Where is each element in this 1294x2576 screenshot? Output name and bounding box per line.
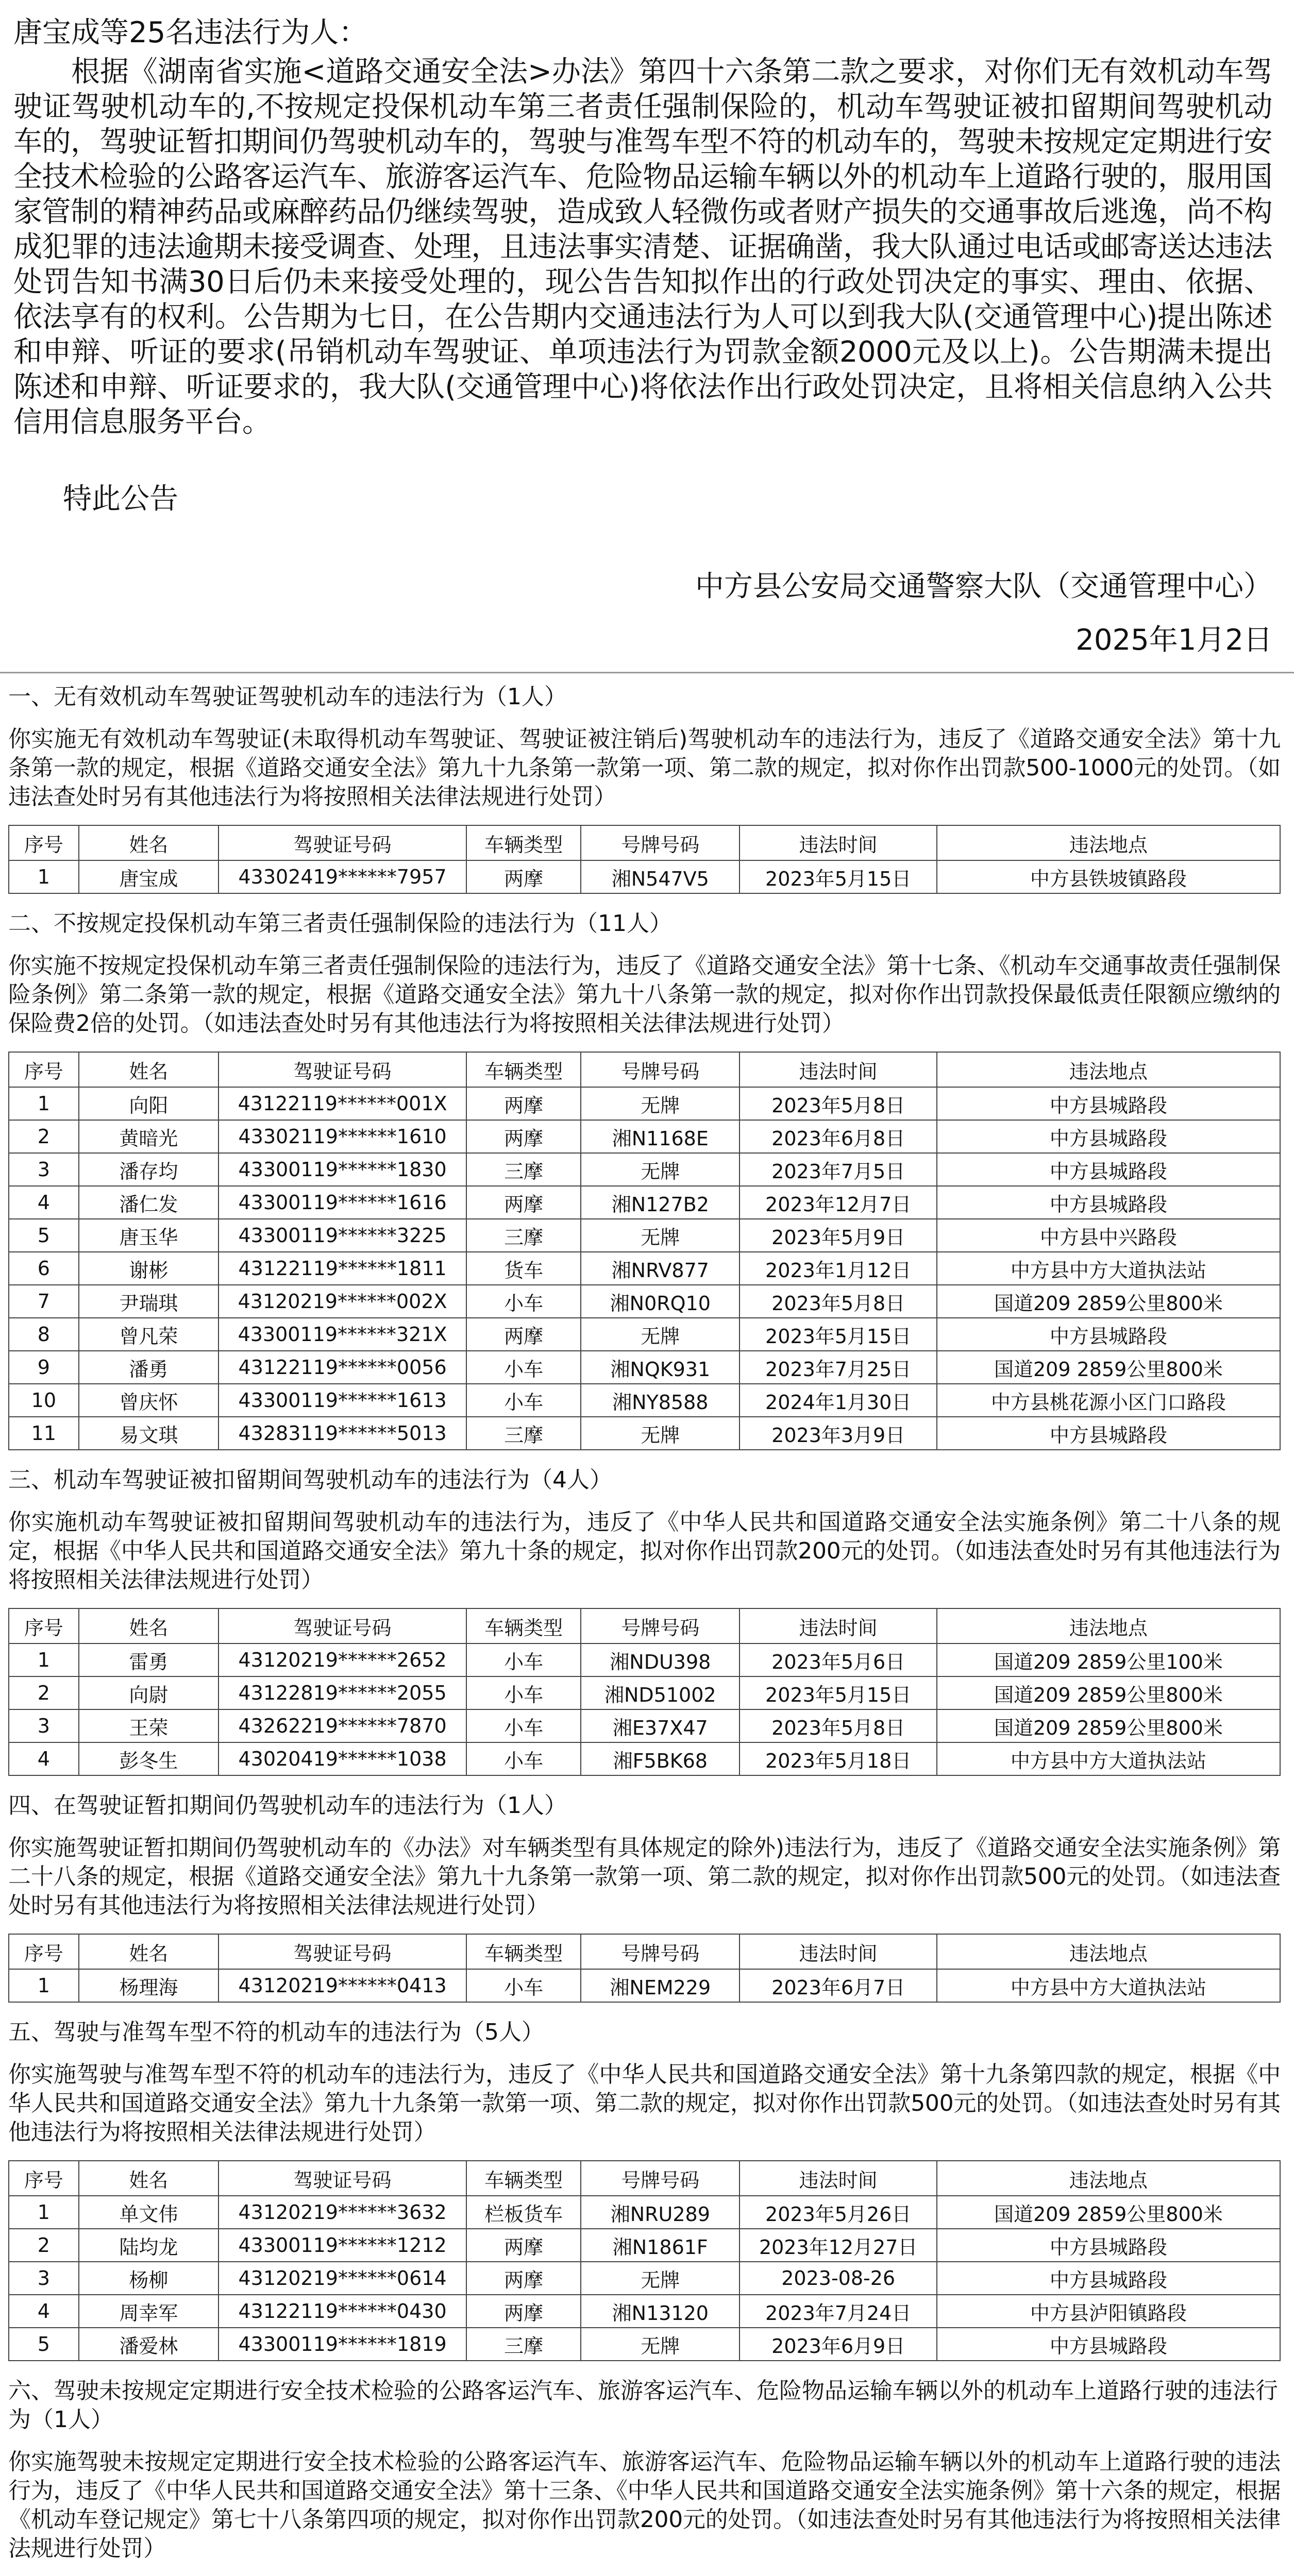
plate-number: 湘NY8588 — [581, 1384, 740, 1417]
violation-place: 国道209 2859公里800米 — [937, 1351, 1280, 1384]
license-number: 43300119******1830 — [219, 1153, 466, 1186]
section-description: 你实施不按规定投保机动车第三者责任强制保险的违法行为，违反了《道路交通安全法》第十七条、《机动车交通事故责任强制保险条例》第二条第一款的规定，根据《道路交通安全法》第九十八条第一款的规定，拟对你作出罚款投保最低责任限额应缴纳的保险费2倍的处罚。（如违法查处时另有其他违法行为将按照相关法律法规进行处罚） — [8, 953, 1281, 1037]
vehicle-type: 栏板货车 — [466, 2196, 581, 2229]
violation-place: 国道209 2859公里800米 — [937, 2196, 1280, 2229]
table-row — [9, 1969, 1280, 2002]
person-name: 向阳 — [79, 1087, 219, 1120]
plate-number: 湘N13120 — [581, 2295, 740, 2328]
table-header-row — [9, 2161, 1280, 2196]
plate-number: 湘N547V5 — [581, 860, 740, 893]
vehicle-type: 小车 — [466, 1709, 581, 1742]
person-name: 单文伟 — [79, 2196, 219, 2229]
public-notice — [0, 0, 1294, 658]
violation-place: 中方县城路段 — [937, 2229, 1280, 2262]
section-title: 一、无有效机动车驾驶证驾驶机动车的违法行为（1人） — [8, 684, 567, 710]
violation-time: 2023-08-26 — [740, 2262, 936, 2295]
section-description: 你实施驾驶未按规定定期进行安全技术检验的公路客运汽车、旅游客运汽车、危险物品运输车辆以外的机动车上道路行驶的违法行为，违反了《中华人民共和国道路交通安全法》第十三条、《中华人民共和国道路交通安全法实施条例》第十六条的规定，根据《机动车登记规定》第七十八条第四项的规定，拟对你作出罚款200元的处罚。（如违法查处时另有其他违法行为将按照相关法律法规进行处罚） — [8, 2449, 1281, 2562]
violation-time: 2023年5月6日 — [740, 1643, 936, 1676]
table-row — [9, 2196, 1280, 2229]
vehicle-type: 三摩 — [466, 1219, 581, 1252]
license-number: 43122119******0430 — [219, 2295, 466, 2328]
person-name: 黄暗光 — [79, 1120, 219, 1153]
license-number: 43122119******001X — [219, 1087, 466, 1120]
violation-place: 中方县城路段 — [937, 1153, 1280, 1186]
person-name: 杨理海 — [79, 1969, 219, 2002]
vehicle-type: 小车 — [466, 1742, 581, 1775]
column-header-license: 驾驶证号码 — [219, 825, 466, 860]
license-number: 43122119******0056 — [219, 1351, 466, 1384]
violation-place: 国道209 2859公里100米 — [937, 1643, 1280, 1676]
violation-place: 中方县桃花源小区门口路段 — [937, 1384, 1280, 1417]
violation-time: 2023年3月9日 — [740, 1417, 936, 1450]
plate-number: 无牌 — [581, 1417, 740, 1450]
violator-table — [8, 2160, 1281, 2361]
column-header-license: 驾驶证号码 — [219, 2161, 466, 2196]
row-number: 2 — [9, 1120, 79, 1153]
table-row — [9, 1219, 1280, 1252]
vehicle-type: 两摩 — [466, 1318, 581, 1351]
section-title: 二、不按规定投保机动车第三者责任强制保险的违法行为（11人） — [8, 910, 672, 937]
row-number: 7 — [9, 1285, 79, 1318]
violation-section — [8, 1456, 1281, 1776]
violator-table — [8, 1934, 1281, 2003]
plate-number: 无牌 — [581, 2328, 740, 2361]
violation-place: 中方县中方大道执法站 — [937, 1969, 1280, 2002]
violation-time: 2023年5月15日 — [740, 1318, 936, 1351]
table-row — [9, 1252, 1280, 1285]
plate-number: 无牌 — [581, 1219, 740, 1252]
column-header-no: 序号 — [9, 2161, 79, 2196]
person-name: 潘勇 — [79, 1351, 219, 1384]
column-header-place: 违法地点 — [937, 825, 1280, 860]
table-header-row — [9, 1934, 1280, 1969]
violation-place: 中方县城路段 — [937, 1186, 1280, 1219]
plate-number: 湘N0RQ10 — [581, 1285, 740, 1318]
violation-place: 国道209 2859公里800米 — [937, 1285, 1280, 1318]
violator-table — [8, 1608, 1281, 1776]
vehicle-type: 小车 — [466, 1384, 581, 1417]
license-number: 43262219******7870 — [219, 1709, 466, 1742]
column-header-place: 违法地点 — [937, 1052, 1280, 1087]
table-row — [9, 1285, 1280, 1318]
column-header-no: 序号 — [9, 1934, 79, 1969]
person-name: 杨柳 — [79, 2262, 219, 2295]
violation-time: 2023年5月15日 — [740, 860, 936, 893]
column-header-time: 违法时间 — [740, 2161, 936, 2196]
section-title: 五、驾驶与准驾车型不符的机动车的违法行为（5人） — [8, 2019, 544, 2045]
vehicle-type: 两摩 — [466, 2262, 581, 2295]
column-header-vehicle-type: 车辆类型 — [466, 2161, 581, 2196]
person-name: 陆均龙 — [79, 2229, 219, 2262]
column-header-place: 违法地点 — [937, 1608, 1280, 1643]
violation-place: 国道209 2859公里800米 — [937, 1676, 1280, 1709]
person-name: 唐宝成 — [79, 860, 219, 893]
person-name: 周幸军 — [79, 2295, 219, 2328]
section-description: 你实施机动车驾驶证被扣留期间驾驶机动车的违法行为，违反了《中华人民共和国道路交通安全法实施条例》第二十八条的规定，根据《中华人民共和国道路交通安全法》第九十条的规定，拟对你作出罚款200元的处罚。（如违法查处时另有其他违法行为将按照相关法律法规进行处罚） — [8, 1509, 1281, 1593]
section-description: 你实施无有效机动车驾驶证(未取得机动车驾驶证、驾驶证被注销后)驾驶机动车的违法行为，违反了《道路交通安全法》第十九条第一款的规定，根据《道路交通安全法》第九十九条第一款第一项、第二款的规定，拟对你作出罚款500-1000元的处罚。（如违法查处时另有其他违法行为将按照相关法律法规进行处罚） — [8, 726, 1281, 810]
license-number: 43302119******1610 — [219, 1120, 466, 1153]
row-number: 1 — [9, 860, 79, 893]
row-number: 11 — [9, 1417, 79, 1450]
person-name: 潘爱林 — [79, 2328, 219, 2361]
column-header-license: 驾驶证号码 — [219, 1052, 466, 1087]
license-number: 43300119******1613 — [219, 1384, 466, 1417]
column-header-plate: 号牌号码 — [581, 1934, 740, 1969]
violation-time: 2023年7月25日 — [740, 1351, 936, 1384]
violator-table — [8, 1052, 1281, 1450]
column-header-vehicle-type: 车辆类型 — [466, 1052, 581, 1087]
person-name: 雷勇 — [79, 1643, 219, 1676]
row-number: 5 — [9, 1219, 79, 1252]
violation-place: 中方县泸阳镇路段 — [937, 2295, 1280, 2328]
violation-time: 2023年7月5日 — [740, 1153, 936, 1186]
person-name: 曾庆怀 — [79, 1384, 219, 1417]
license-number: 43122119******1811 — [219, 1252, 466, 1285]
column-header-no: 序号 — [9, 1052, 79, 1087]
table-row — [9, 1676, 1280, 1709]
column-header-plate: 号牌号码 — [581, 2161, 740, 2196]
vehicle-type: 三摩 — [466, 1153, 581, 1186]
section-title: 三、机动车驾驶证被扣留期间驾驶机动车的违法行为（4人） — [8, 1467, 612, 1493]
vehicle-type: 小车 — [466, 1969, 581, 2002]
notice-date: 2025年1月2日 — [1075, 623, 1272, 657]
column-header-no: 序号 — [9, 825, 79, 860]
table-row — [9, 1384, 1280, 1417]
row-number: 1 — [9, 1643, 79, 1676]
violation-time: 2023年5月8日 — [740, 1087, 936, 1120]
vehicle-type: 两摩 — [466, 2229, 581, 2262]
violation-place: 中方县城路段 — [937, 1318, 1280, 1351]
person-name: 尹瑞琪 — [79, 1285, 219, 1318]
violation-place: 中方县城路段 — [937, 1120, 1280, 1153]
license-number: 43120219******3632 — [219, 2196, 466, 2229]
vehicle-type: 小车 — [466, 1351, 581, 1384]
violation-place: 中方县城路段 — [937, 1417, 1280, 1450]
license-number: 43283119******5013 — [219, 1417, 466, 1450]
row-number: 4 — [9, 1186, 79, 1219]
person-name: 唐玉华 — [79, 1219, 219, 1252]
violation-place: 国道209 2859公里800米 — [937, 1709, 1280, 1742]
person-name: 谢彬 — [79, 1252, 219, 1285]
license-number: 43120219******002X — [219, 1285, 466, 1318]
section-description: 你实施驾驶证暂扣期间仍驾驶机动车的《办法》对车辆类型有具体规定的除外)违法行为，违反了《道路交通安全法实施条例》第二十八条的规定，根据《道路交通安全法》第九十九条第一款第一项、第二款的规定，拟对你作出罚款500元的处罚。（如违法查处时另有其他违法行为将按照相关法律法规进行处罚） — [8, 1835, 1281, 1919]
column-header-vehicle-type: 车辆类型 — [466, 1608, 581, 1643]
license-number: 43122819******2055 — [219, 1676, 466, 1709]
violation-section — [8, 2009, 1281, 2361]
column-header-license: 驾驶证号码 — [219, 1934, 466, 1969]
license-number: 43300119******321X — [219, 1318, 466, 1351]
notice-body: 根据《湖南省实施<道路交通安全法>办法》第四十六条第二款之要求，对你们无有效机动车驾驶证驾驶机动车的,不按规定投保机动车第三者责任强制保险的，机动车驾驶证被扣留期间驾驶机动车的，驾驶证暂扣期间仍驾驶机动车的，驾驶与准驾车型不符的机动车的，驾驶未按规定定期进行安全技术检验的公路客运汽车、旅游客运汽车、危险物品运输车辆以外的机动车上道路行驶的，服用国家管制的精神药品或麻醉药品仍继续驾驶，造成致人轻微伤或者财产损失的交通事故后逃逸，尚不构成犯罪的违法逾期未接受调查、处理，且违法事实清楚、证据确凿，我大队通过电话或邮寄送达违法处罚告知书满30日后仍未来接受处理的，现公告告知拟作出的行政处罚决定的事实、理由、依据、依法享有的权利。公告期为七日，在公告期内交通违法行为人可以到我大队(交通管理中心)提出陈述和申辩、听证的要求(吊销机动车驾驶证、单项违法行为罚款金额2000元及以上)。公告期满未提出陈述和申辩、听证要求的，我大队(交通管理中心)将依法作出行政处罚决定，且将相关信息纳入公共信用信息服务平台。 — [13, 55, 1272, 439]
license-number: 43020419******1038 — [219, 1742, 466, 1775]
violation-time: 2023年7月24日 — [740, 2295, 936, 2328]
plate-number: 湘N1861F — [581, 2229, 740, 2262]
row-number: 6 — [9, 1252, 79, 1285]
column-header-name: 姓名 — [79, 1052, 219, 1087]
plate-number: 湘N1168E — [581, 1120, 740, 1153]
violation-time: 2023年5月18日 — [740, 1742, 936, 1775]
column-header-time: 违法时间 — [740, 1934, 936, 1969]
column-header-name: 姓名 — [79, 825, 219, 860]
violation-time: 2023年6月8日 — [740, 1120, 936, 1153]
license-number: 43120219******0614 — [219, 2262, 466, 2295]
violation-place: 中方县中方大道执法站 — [937, 1742, 1280, 1775]
column-header-place: 违法地点 — [937, 2161, 1280, 2196]
column-header-plate: 号牌号码 — [581, 1608, 740, 1643]
plate-number: 无牌 — [581, 1153, 740, 1186]
plate-number: 湘NEM229 — [581, 1969, 740, 2002]
violator-table — [8, 825, 1281, 894]
license-number: 43300119******1819 — [219, 2328, 466, 2361]
person-name: 潘存均 — [79, 1153, 219, 1186]
column-header-plate: 号牌号码 — [581, 825, 740, 860]
row-number: 10 — [9, 1384, 79, 1417]
table-row — [9, 1742, 1280, 1775]
plate-number: 湘ND51002 — [581, 1676, 740, 1709]
column-header-place: 违法地点 — [937, 1934, 1280, 1969]
row-number: 2 — [9, 2229, 79, 2262]
person-name: 彭冬生 — [79, 1742, 219, 1775]
violation-section — [8, 2367, 1281, 2576]
column-header-name: 姓名 — [79, 1608, 219, 1643]
violation-time: 2023年1月12日 — [740, 1252, 936, 1285]
table-row — [9, 1120, 1280, 1153]
table-row — [9, 860, 1280, 893]
table-header-row — [9, 1052, 1280, 1087]
row-number: 2 — [9, 1676, 79, 1709]
violation-time: 2023年5月15日 — [740, 1676, 936, 1709]
row-number: 5 — [9, 2328, 79, 2361]
violation-time: 2023年6月7日 — [740, 1969, 936, 2002]
plate-number: 湘NRV877 — [581, 1252, 740, 1285]
violation-sections — [0, 673, 1294, 2576]
row-number: 1 — [9, 2196, 79, 2229]
row-number: 8 — [9, 1318, 79, 1351]
notice-closing: 特此公告 — [63, 482, 178, 516]
column-header-plate: 号牌号码 — [581, 1052, 740, 1087]
section-title: 六、驾驶未按规定定期进行安全技术检验的公路客运汽车、旅游客运汽车、危险物品运输车辆以外的机动车上道路行驶的违法行为（1人） — [8, 2378, 1278, 2433]
vehicle-type: 小车 — [466, 1643, 581, 1676]
license-number: 43300119******3225 — [219, 1219, 466, 1252]
column-header-name: 姓名 — [79, 2161, 219, 2196]
row-number: 4 — [9, 2295, 79, 2328]
person-name: 王荣 — [79, 1709, 219, 1742]
column-header-vehicle-type: 车辆类型 — [466, 825, 581, 860]
row-number: 9 — [9, 1351, 79, 1384]
vehicle-type: 小车 — [466, 1285, 581, 1318]
row-number: 4 — [9, 1742, 79, 1775]
person-name: 易文琪 — [79, 1417, 219, 1450]
row-number: 3 — [9, 1709, 79, 1742]
notice-heading: 唐宝成等25名违法行为人： — [13, 16, 368, 49]
violation-place: 中方县中方大道执法站 — [937, 1252, 1280, 1285]
table-row — [9, 1351, 1280, 1384]
row-number: 1 — [9, 1969, 79, 2002]
issuing-authority: 中方县公安局交通警察大队（交通管理中心） — [695, 570, 1272, 603]
violation-time: 2023年12月27日 — [740, 2229, 936, 2262]
violation-place: 中方县中兴路段 — [937, 1219, 1280, 1252]
license-number: 43120219******2652 — [219, 1643, 466, 1676]
vehicle-type: 两摩 — [466, 860, 581, 893]
table-row — [9, 1318, 1280, 1351]
violation-place: 中方县铁坡镇路段 — [937, 860, 1280, 893]
violation-place: 中方县城路段 — [937, 1087, 1280, 1120]
table-row — [9, 1153, 1280, 1186]
vehicle-type: 两摩 — [466, 1186, 581, 1219]
plate-number: 湘E37X47 — [581, 1709, 740, 1742]
vehicle-type: 两摩 — [466, 1087, 581, 1120]
violation-time: 2023年12月7日 — [740, 1186, 936, 1219]
violation-section — [8, 673, 1281, 894]
plate-number: 湘F5BK68 — [581, 1742, 740, 1775]
violation-section — [8, 900, 1281, 1450]
table-row — [9, 1417, 1280, 1450]
license-number: 43120219******0413 — [219, 1969, 466, 2002]
violation-place: 中方县城路段 — [937, 2328, 1280, 2361]
table-row — [9, 1087, 1280, 1120]
section-title: 四、在驾驶证暂扣期间仍驾驶机动车的违法行为（1人） — [8, 1792, 567, 1819]
license-number: 43302419******7957 — [219, 860, 466, 893]
violation-time: 2023年5月26日 — [740, 2196, 936, 2229]
person-name: 潘仁发 — [79, 1186, 219, 1219]
violation-time: 2024年1月30日 — [740, 1384, 936, 1417]
row-number: 3 — [9, 1153, 79, 1186]
column-header-vehicle-type: 车辆类型 — [466, 1934, 581, 1969]
vehicle-type: 三摩 — [466, 1417, 581, 1450]
column-header-time: 违法时间 — [740, 825, 936, 860]
violation-time: 2023年5月8日 — [740, 1709, 936, 1742]
table-row — [9, 2328, 1280, 2361]
vehicle-type: 三摩 — [466, 2328, 581, 2361]
vehicle-type: 两摩 — [466, 2295, 581, 2328]
violation-time: 2023年5月8日 — [740, 1285, 936, 1318]
row-number: 1 — [9, 1087, 79, 1120]
violation-place: 中方县城路段 — [937, 2262, 1280, 2295]
person-name: 曾凡荣 — [79, 1318, 219, 1351]
table-header-row — [9, 825, 1280, 860]
violation-time: 2023年5月9日 — [740, 1219, 936, 1252]
plate-number: 湘NQK931 — [581, 1351, 740, 1384]
column-header-time: 违法时间 — [740, 1052, 936, 1087]
table-row — [9, 2262, 1280, 2295]
column-header-no: 序号 — [9, 1608, 79, 1643]
vehicle-type: 货车 — [466, 1252, 581, 1285]
table-row — [9, 1643, 1280, 1676]
table-row — [9, 2295, 1280, 2328]
plate-number: 湘N127B2 — [581, 1186, 740, 1219]
violation-time: 2023年6月9日 — [740, 2328, 936, 2361]
column-header-time: 违法时间 — [740, 1608, 936, 1643]
section-description: 你实施驾驶与准驾车型不符的机动车的违法行为，违反了《中华人民共和国道路交通安全法》第十九条第四款的规定，根据《中华人民共和国道路交通安全法》第九十九条第一款第一项、第二款的规定，拟对你作出罚款500元的处罚。（如违法查处时另有其他违法行为将按照相关法律法规进行处罚） — [8, 2061, 1281, 2145]
license-number: 43300119******1212 — [219, 2229, 466, 2262]
row-number: 3 — [9, 2262, 79, 2295]
plate-number: 湘NRU289 — [581, 2196, 740, 2229]
plate-number: 无牌 — [581, 1318, 740, 1351]
license-number: 43300119******1616 — [219, 1186, 466, 1219]
column-header-license: 驾驶证号码 — [219, 1608, 466, 1643]
violation-section — [8, 1782, 1281, 2003]
plate-number: 湘NDU398 — [581, 1643, 740, 1676]
vehicle-type: 两摩 — [466, 1120, 581, 1153]
person-name: 向尉 — [79, 1676, 219, 1709]
column-header-name: 姓名 — [79, 1934, 219, 1969]
table-header-row — [9, 1608, 1280, 1643]
plate-number: 无牌 — [581, 2262, 740, 2295]
vehicle-type: 小车 — [466, 1676, 581, 1709]
table-row — [9, 1186, 1280, 1219]
table-row — [9, 1709, 1280, 1742]
plate-number: 无牌 — [581, 1087, 740, 1120]
table-row — [9, 2229, 1280, 2262]
